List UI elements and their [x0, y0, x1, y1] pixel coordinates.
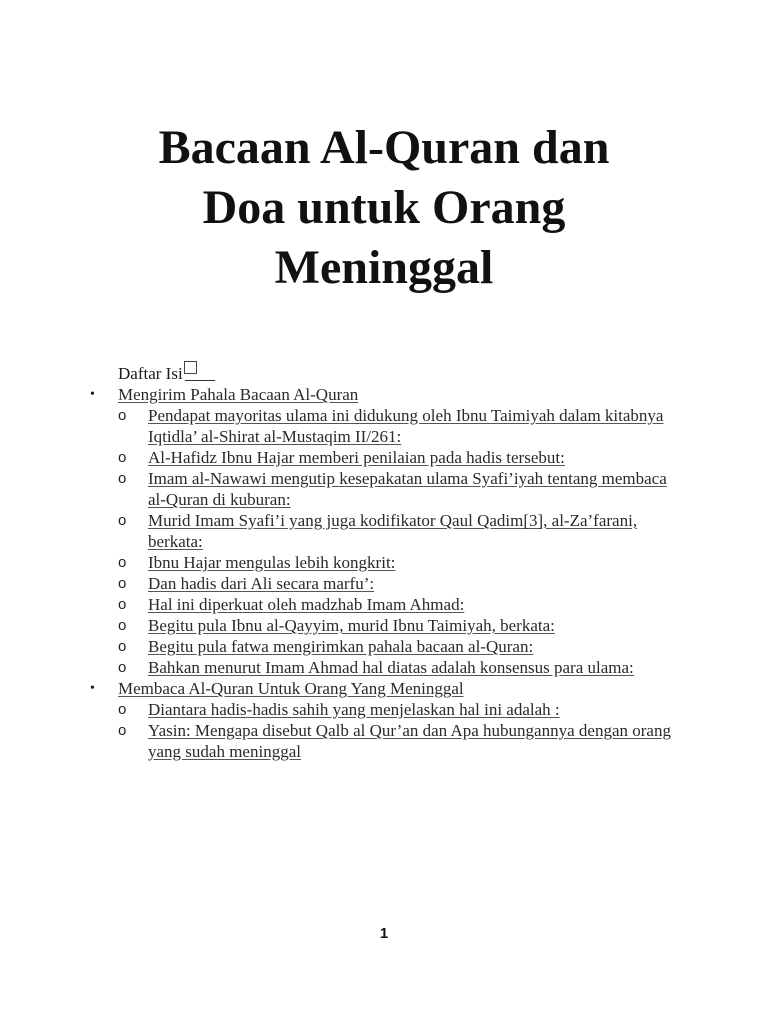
toc-link[interactable]: Begitu pula Ibnu al-Qayyim, murid Ibnu Taimiyah, berkata:: [148, 616, 555, 635]
circle-bullet-icon: o: [118, 659, 127, 676]
circle-bullet-icon: o: [118, 407, 127, 424]
document-title: [0, 118, 768, 298]
circle-bullet-icon: o: [118, 596, 127, 613]
toc-section-list: [90, 384, 678, 762]
toc-subitem: [118, 447, 678, 468]
toc-link[interactable]: Ibnu Hajar mengulas lebih kongkrit:: [148, 553, 396, 572]
title-line: Meninggal: [274, 241, 494, 294]
checkbox-icon: [184, 361, 197, 374]
toc-subitem: [118, 615, 678, 636]
title-line: Doa untuk Orang: [202, 181, 566, 234]
toc-subitem: [118, 405, 678, 447]
toc-subitem: [118, 510, 678, 552]
circle-bullet-icon: o: [118, 701, 127, 718]
toc-heading-underline: [185, 380, 215, 381]
toc-link[interactable]: Imam al-Nawawi mengutip kesepakatan ulama Syafi’iyah tentang membaca al-Quran di kuburan:: [148, 469, 667, 509]
toc-link-membaca-al-quran[interactable]: Membaca Al-Quran Untuk Orang Yang Meninggal: [118, 679, 464, 698]
bullet-icon: •: [90, 387, 95, 402]
toc-subsection-list: [118, 405, 678, 678]
toc-link[interactable]: Hal ini diperkuat oleh madzhab Imam Ahmad:: [148, 595, 465, 614]
toc-link[interactable]: Pendapat mayoritas ulama ini didukung oleh Ibnu Taimiyah dalam kitabnya Iqtidla’ al-Shirat al-Mustaqim II/261:: [148, 406, 664, 446]
toc-link[interactable]: Murid Imam Syafi’i yang juga kodifikator Qaul Qadim[3], al-Za’farani, berkata:: [148, 511, 638, 551]
toc-subitem: [118, 594, 678, 615]
toc-link[interactable]: Dan hadis dari Ali secara marfu’:: [148, 574, 375, 593]
toc-heading-label: Daftar Isi: [118, 364, 183, 383]
toc-subitem: [118, 699, 678, 720]
toc-subitem: [118, 552, 678, 573]
toc-subsection-list: [118, 699, 678, 762]
circle-bullet-icon: o: [118, 722, 127, 739]
bullet-icon: •: [90, 681, 95, 696]
title-line: Bacaan Al-Quran dan: [158, 121, 610, 174]
toc-section: [90, 678, 678, 762]
circle-bullet-icon: o: [118, 575, 127, 592]
toc-link[interactable]: Yasin: Mengapa disebut Qalb al Qur’an dan Apa hubungannya dengan orang yang sudah meninggal: [148, 721, 671, 761]
toc-link[interactable]: Al-Hafidz Ibnu Hajar memberi penilaian pada hadis tersebut:: [148, 448, 565, 467]
circle-bullet-icon: o: [118, 638, 127, 655]
toc-link-mengirim-pahala[interactable]: Mengirim Pahala Bacaan Al-Quran: [118, 385, 359, 404]
toc-subitem: [118, 468, 678, 510]
circle-bullet-icon: o: [118, 449, 127, 466]
toc-link[interactable]: Bahkan menurut Imam Ahmad hal diatas adalah konsensus para ulama:: [148, 658, 634, 677]
toc-heading: [118, 362, 678, 384]
toc-subitem: [118, 573, 678, 594]
page-number: 1: [379, 925, 389, 942]
toc-link[interactable]: Diantara hadis-hadis sahih yang menjelaskan hal ini adalah :: [148, 700, 560, 719]
circle-bullet-icon: o: [118, 554, 127, 571]
toc-subitem: [118, 657, 678, 678]
table-of-contents: [90, 362, 678, 762]
toc-subitem: [118, 636, 678, 657]
circle-bullet-icon: o: [118, 617, 127, 634]
toc-subitem: [118, 720, 678, 762]
toc-link[interactable]: Begitu pula fatwa mengirimkan pahala bacaan al-Quran:: [148, 637, 534, 656]
circle-bullet-icon: o: [118, 470, 127, 487]
circle-bullet-icon: o: [118, 512, 127, 529]
toc-section: [90, 384, 678, 678]
